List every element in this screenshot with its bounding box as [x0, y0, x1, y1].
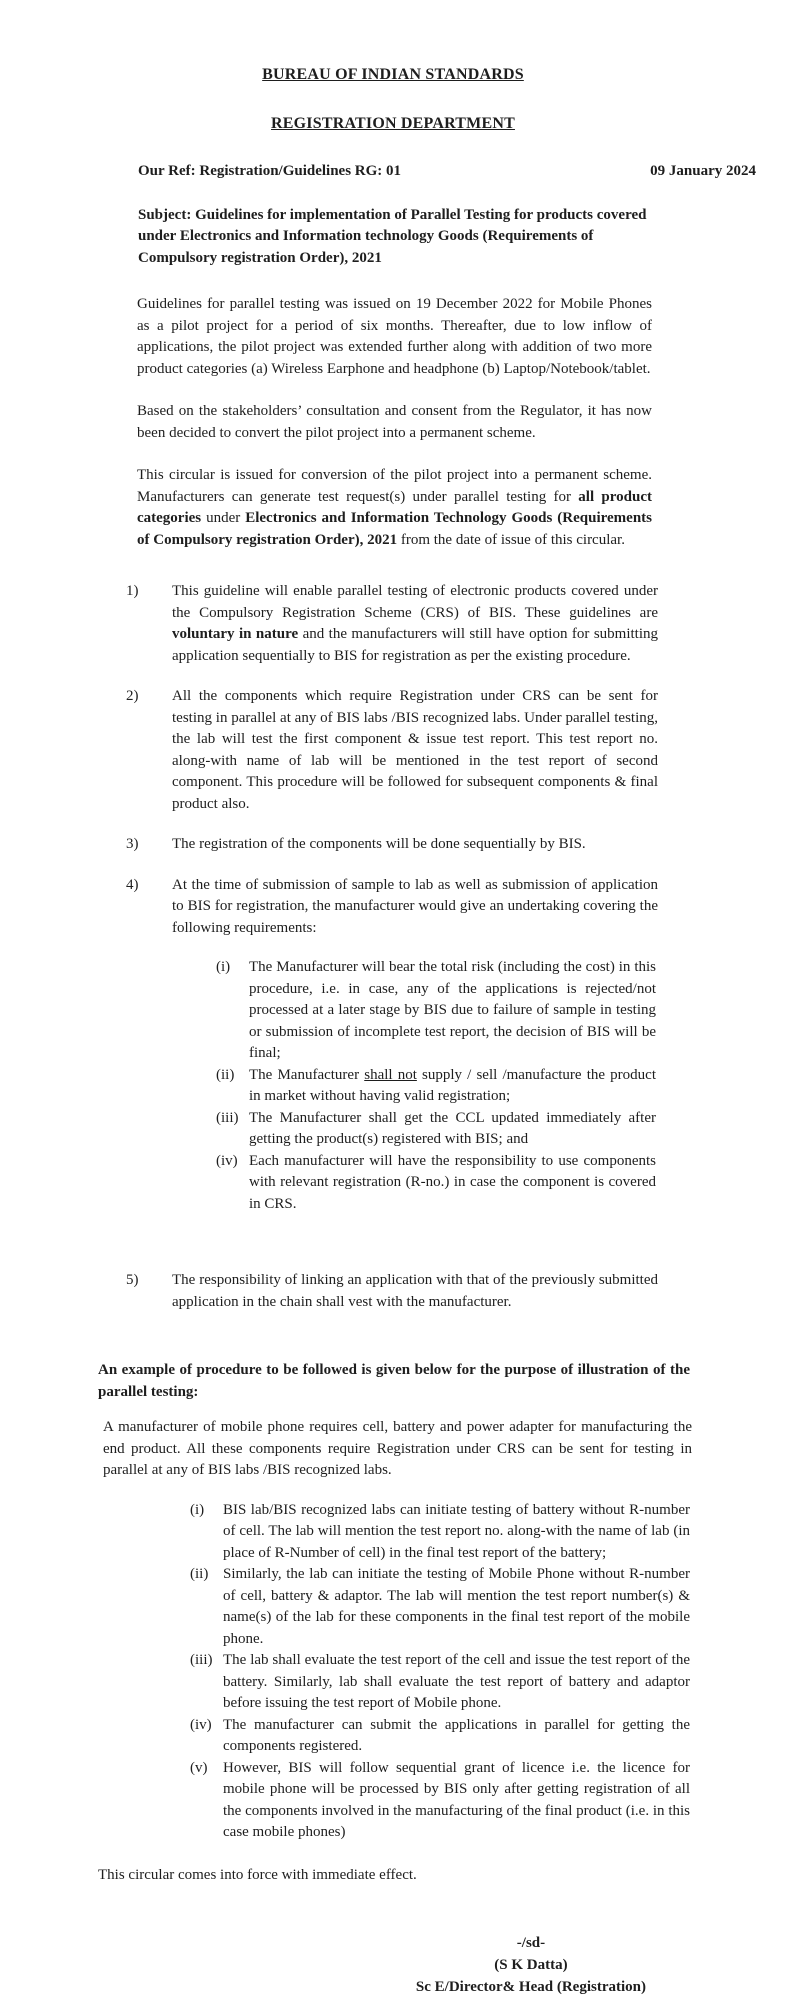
list-marker: 1): [126, 583, 139, 599]
list-item-1: [126, 581, 658, 667]
list-marker: (iv): [216, 1152, 238, 1169]
list-marker: (i): [216, 959, 231, 975]
closing-line: This circular comes into force with immediate effect.: [98, 1866, 417, 1883]
example-step-iii: [190, 1650, 690, 1715]
list-item-3: [126, 834, 658, 856]
list-marker: (iv): [190, 1716, 212, 1733]
text-run: This circular is issued for conversion of the pilot project into a permanent scheme. Manufacturers can generate test request(s) under parallel testing for: [137, 467, 652, 505]
example-intro: A manufacturer of mobile phone requires cell, battery and power adapter for manufacturing the end product. All these components require Registration under CRS can be sent for testing in parallel at any of BIS labs /BIS recognized labs.: [103, 1419, 692, 1478]
text-run-bold: all product categories: [137, 488, 652, 526]
text-run-underline: shall not: [364, 1066, 417, 1083]
list-marker: (ii): [216, 1066, 235, 1083]
list-marker: 4): [126, 876, 139, 893]
list-item-text: Each manufacturer will have the responsibility to use components with relevant registration (R-no.) in case the component is covered in CRS.: [249, 1152, 656, 1212]
signature-designation: Sc E/Director& Head (Registration): [415, 1979, 646, 1995]
list-item-text: The Manufacturer will bear the total risk (including the cost) in this procedure, i.e. in case, any of the applications is rejected/not processed at a later stage by BIS due to failure of sample in testing or submission of incomplete test report, the decision of BIS will be final;: [249, 959, 656, 1061]
undertakings-list: [216, 957, 656, 1215]
example-step-ii: [190, 1564, 690, 1650]
para-conversion: [137, 465, 652, 551]
example-step-i: [190, 1500, 690, 1565]
list-marker: (ii): [190, 1566, 209, 1582]
list-marker: (iii): [216, 1109, 239, 1126]
undertaking-item-i: [216, 957, 656, 1065]
list-marker: 2): [126, 688, 139, 704]
list-item-text: BIS lab/BIS recognized labs can initiate testing of battery without R-number of cell. The lab will mention the test report no. along-with the name of lab (in place of R-Number of cell) in the final test report of the battery;: [223, 1501, 690, 1561]
example-step-iv: [190, 1715, 690, 1758]
list-item-text: The responsibility of linking an application with that of the previously submitted application in the chain shall vest with the manufacturer.: [172, 1272, 658, 1310]
example-step-v: [190, 1758, 690, 1844]
list-item-text: The registration of the components will be done sequentially by BIS.: [172, 836, 586, 852]
our-ref-label: Our Ref: Registration/Guidelines RG: 01: [138, 163, 402, 179]
numbered-list: [126, 581, 658, 1313]
list-item-text: All the components which require Registration under CRS can be sent for testing in parallel at any of BIS labs /BIS recognized labs. Under parallel testing, the lab will test the first component & issue test report. This test report no. along-with name of lab will be mentioned in the test report of second component. This procedure will be followed for subsequent components & final product also.: [172, 688, 658, 812]
list-item-5: [126, 1270, 658, 1313]
list-item-4: [126, 875, 658, 1216]
text-run: This guideline will enable parallel testing of electronic products covered under the Compulsory Registration Scheme (CRS) of BIS. These guidelines are: [172, 583, 658, 621]
signature-block: [0, 1932, 786, 1999]
org-title: BUREAU OF INDIAN STANDARDS: [262, 66, 524, 83]
text-run: from the date of issue of this circular.: [397, 531, 625, 548]
example-heading: An example of procedure to be followed is given below for the purpose of illustration of the parallel testing:: [98, 1362, 690, 1400]
text-run-bold: voluntary in nature: [172, 626, 299, 642]
signature-inner: [416, 1932, 646, 1998]
text-run: supply / sell /manufacture the product in market without having valid registration;: [249, 1066, 656, 1104]
text-run: At the time of submission of sample to lab as well as submission of application to BIS for registration, the manufacturer would give an undertaking covering the following requirements:: [172, 876, 658, 936]
undertaking-item-iii: [216, 1108, 656, 1151]
example-steps-list: [190, 1500, 690, 1844]
list-item-text: [172, 875, 658, 1216]
text-run: and the manufacturers will still have option for submitting application sequentially to BIS for registration as per the existing procedure.: [172, 626, 658, 664]
signature-sd: -/sd-: [516, 1935, 546, 1951]
list-item-text: [249, 1065, 656, 1108]
reference-line: [138, 161, 756, 183]
list-marker: (i): [190, 1501, 205, 1518]
undertaking-item-iv: [216, 1151, 656, 1216]
signature-name: (S K Datta): [494, 1957, 568, 1973]
list-item-text: However, BIS will follow sequential grant of licence i.e. the licence for mobile phone will be processed by BIS only after getting registration of all the components involved in the manufacturing of the final product (i.e. in this case mobile phones): [223, 1759, 690, 1840]
list-item-text: Similarly, the lab can initiate the testing of Mobile Phone without R-number of cell, battery & adaptor. The lab will mention the test report number(s) & name(s) of the lab for these components in the final test report of the mobile phone.: [223, 1566, 690, 1647]
list-item-text: The lab shall evaluate the test report of the cell and issue the test report of the battery. Similarly, lab shall evaluate the test report of battery and adaptor before issuing the test report of Mobile phone.: [223, 1652, 690, 1711]
list-marker: (iii): [190, 1652, 213, 1668]
list-marker: 5): [126, 1272, 139, 1288]
list-item-text: [172, 581, 658, 667]
list-item-text: The Manufacturer shall get the CCL updated immediately after getting the product(s) registered with BIS; and: [249, 1109, 656, 1147]
list-item-2: [126, 686, 658, 815]
text-run: under: [201, 510, 246, 526]
para-pilot-project: Guidelines for parallel testing was issued on 19 December 2022 for Mobile Phones as a pilot project for a period of six months. Thereafter, due to low inflow of applications, the pilot project was extended further along with addition of two more product categories (a) Wireless Earphone and headphone (b) Laptop/Notebook/tablet.: [137, 296, 652, 377]
list-marker: (v): [190, 1759, 208, 1776]
undertaking-item-ii: [216, 1065, 656, 1108]
list-item-text: The manufacturer can submit the applications in parallel for getting the components registered.: [223, 1716, 690, 1754]
dept-title: REGISTRATION DEPARTMENT: [271, 114, 515, 132]
document-date: 09 January 2024: [650, 163, 756, 179]
text-run-bold: Electronics and Information Technology Goods (Requirements of Compulsory registration Order), 2021: [137, 510, 652, 548]
list-marker: 3): [126, 836, 139, 852]
text-run: The Manufacturer: [249, 1066, 365, 1083]
para-stakeholders: Based on the stakeholders’ consultation and consent from the Regulator, it has now been decided to convert the pilot project into a permanent scheme.: [137, 403, 652, 441]
subject-line: Subject: Guidelines for implementation of Parallel Testing for products covered under Electronics and Information technology Goods (Requirements of Compulsory registration Order), 2021: [138, 206, 647, 266]
